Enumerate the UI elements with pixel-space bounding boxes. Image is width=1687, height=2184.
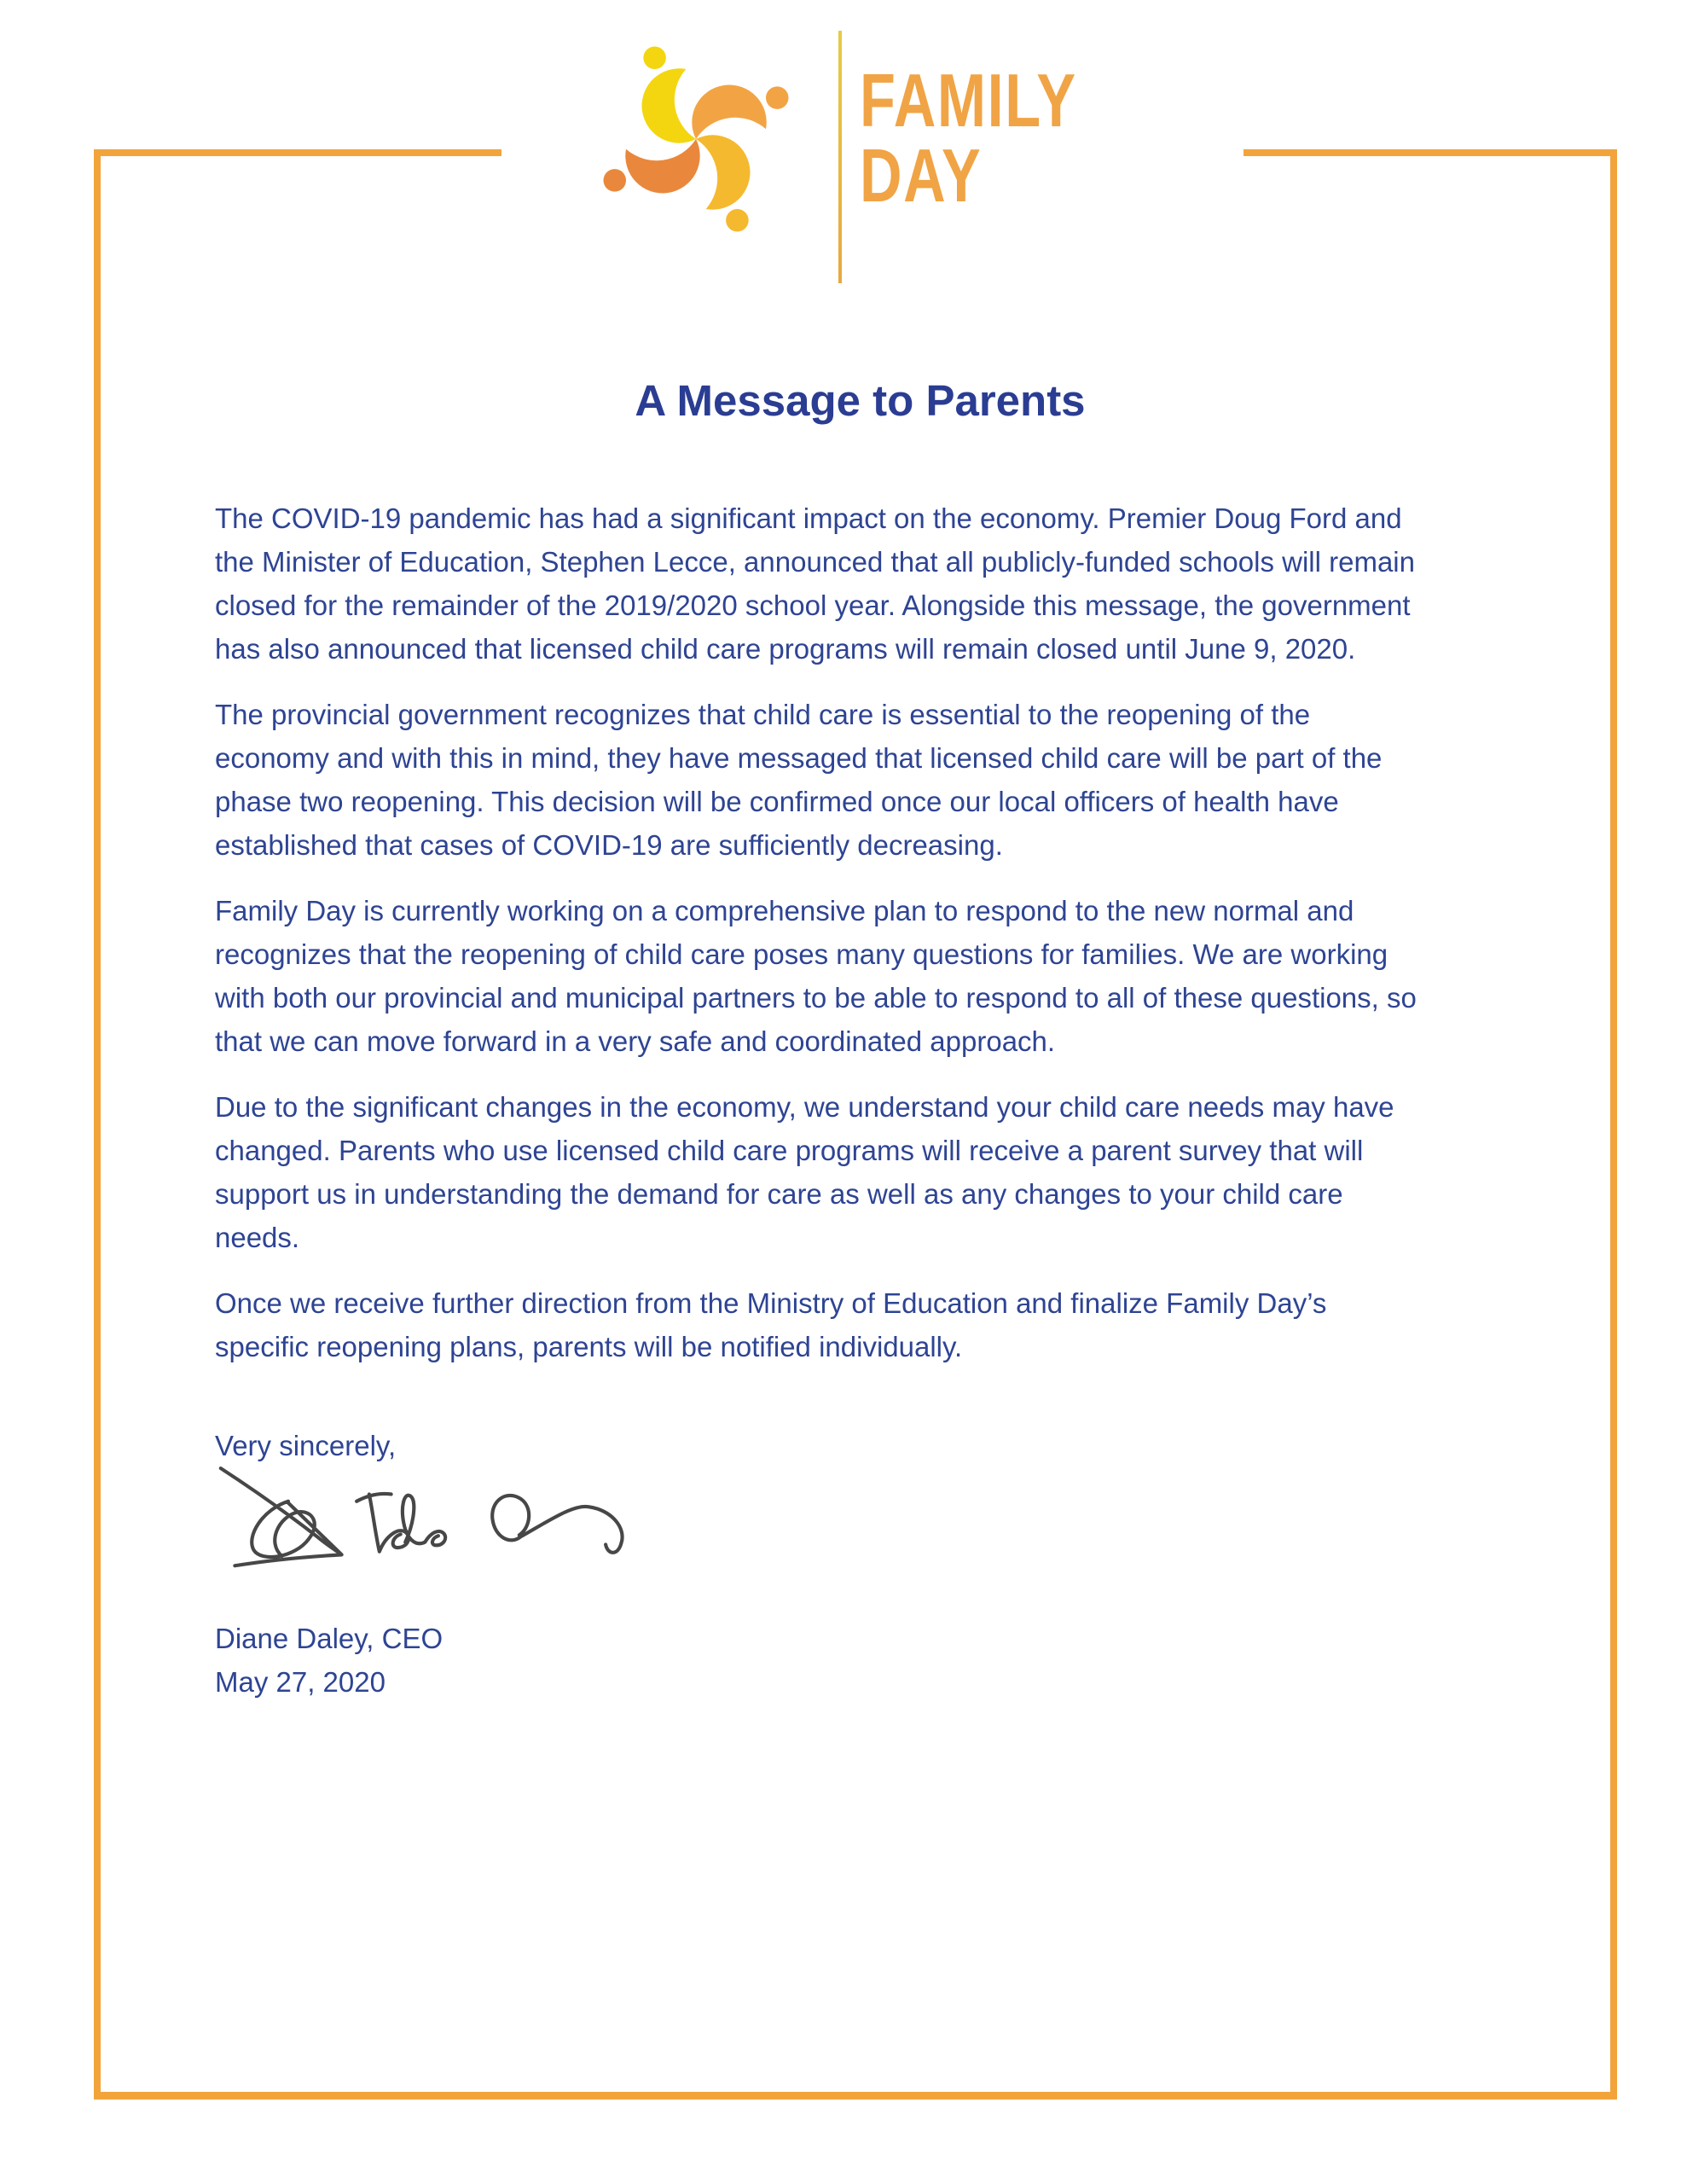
- brand-line-day: DAY: [860, 133, 983, 218]
- person-figure-dark-orange: [603, 139, 699, 193]
- letter-body: [215, 497, 1505, 1704]
- brand-wordmark: [860, 58, 1077, 218]
- person-figure-yellow: [642, 46, 696, 142]
- paragraph-1: The COVID-19 pandemic has had a significant impact on the economy. Premier Doug Ford and the Minister of Education, Stephen Lecce, announced that all publicly-funded schools will remain closed for the remainder of the 2019/2020 school year. Alongside this message, the government has also announced that licensed child care programs will remain closed until June 9, 2020.: [215, 502, 1415, 665]
- frame-border-top-left: [94, 149, 501, 156]
- frame-border-top-right: [1244, 149, 1617, 156]
- frame-border-right: [1610, 149, 1617, 2099]
- paragraph-4: Due to the significant changes in the economy, we understand your child care needs may have changed. Parents who use licensed child care programs will receive a parent survey that will support us in understanding the demand for care as well as any changes to your child care needs.: [215, 1091, 1394, 1253]
- letter-title: A Message to Parents: [635, 376, 1086, 425]
- salutation: Very sincerely,: [215, 1430, 397, 1461]
- signature-image: [199, 1459, 676, 1608]
- brand-line-family: FAMILY: [860, 58, 1077, 142]
- letter-date: May 27, 2020: [215, 1666, 386, 1698]
- person-figure-gold: [696, 135, 750, 231]
- paragraph-5: Once we receive further direction from the Ministry of Education and finalize Family Day’s specific reopening plans, parents will be notified individually.: [215, 1287, 1327, 1362]
- family-day-pinwheel-icon: [593, 36, 799, 242]
- logo-divider-line: [838, 31, 842, 283]
- paragraph-3: Family Day is currently working on a comprehensive plan to respond to the new normal and recognizes that the reopening of child care poses many questions for families. We are working with both our provincial and municipal partners to be able to respond to all of these questions, so that we can move forward in a very safe and coordinated approach.: [215, 895, 1417, 1057]
- person-figure-orange: [692, 85, 788, 139]
- frame-border-bottom: [94, 2092, 1617, 2100]
- frame-border-left: [94, 149, 101, 2099]
- signatory-name: Diane Daley, CEO: [215, 1623, 443, 1654]
- paragraph-2: The provincial government recognizes that child care is essential to the reopening of the economy and with this in mind, they have messaged that licensed child care will be part of the phase two reopening. This decision will be confirmed once our local officers of health have established that cases of COVID-19 are sufficiently decreasing.: [215, 699, 1383, 861]
